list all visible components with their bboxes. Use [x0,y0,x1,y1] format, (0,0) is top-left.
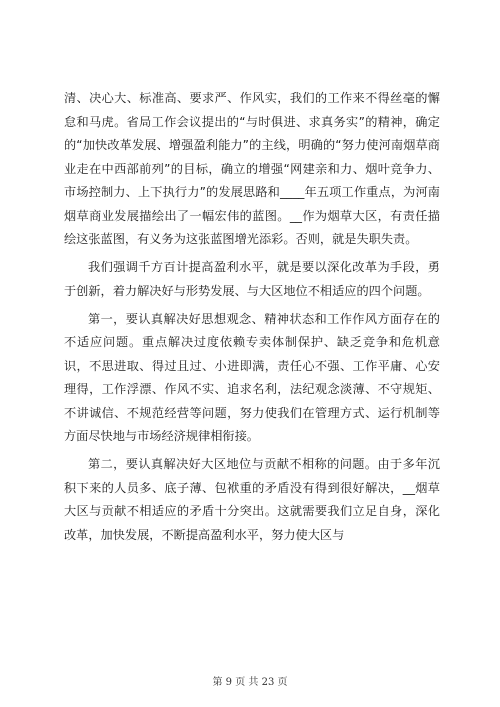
document-body [64,87,440,552]
paragraph-4: 第二，要认真解决好大区地位与贡献不相称的问题。由于多年沉积下来的人员多、底子薄、包袱重的矛盾没有得到很好解决，__烟草大区与贡献不相适应的矛盾十分突出。这就需要我们立足自身，深化改革，加快发展，不断提高盈利水平，努力使大区与 [64,457,440,542]
page-number-footer: 第 9 页 共 23 页 [212,677,288,688]
paragraph-3: 第一，要认真解决好思想观念、精神状态和工作作风方面存在的不适应问题。重点解决过度依赖专卖体制保护、缺乏竞争和危机意识，不思进取、得过且过、小进即满，责任心不强、工作平庸、心安理得，工作浮漂、作风不实、追求名利，法纪观念淡薄、不守规矩、不讲诚信、不规范经营等问题，努力使我们在管理方式、运行机制等方面尽快地与市场经济规律相衔接。 [64,311,440,443]
paragraph-1: 清、决心大、标准高、要求严、作风实，我们的工作来不得丝毫的懈怠和马虎。省局工作会议提出的“与时俱进、求真务实”的精神，确定的“加快改革发展、增强盈利能力”的主线，明确的“努力使河南烟草商业走在中西部前列”的目标，确立的增强“网建亲和力、烟叶竞争力、市场控制力、上下执行力”的发展思路和____年五项工作重点，为河南烟草商业发展描绘出了一幅宏伟的蓝图。__作为烟草大区，有责任描绘这张蓝图，有义务为这张蓝图增光添彩。否则，就是失职失责。 [64,91,440,246]
paragraph-2: 我们强调千方百计提高盈利水平，就是要以深化改革为手段，勇于创新，着力解决好与形势发展、与大区地位不相适应的四个问题。 [64,260,440,298]
